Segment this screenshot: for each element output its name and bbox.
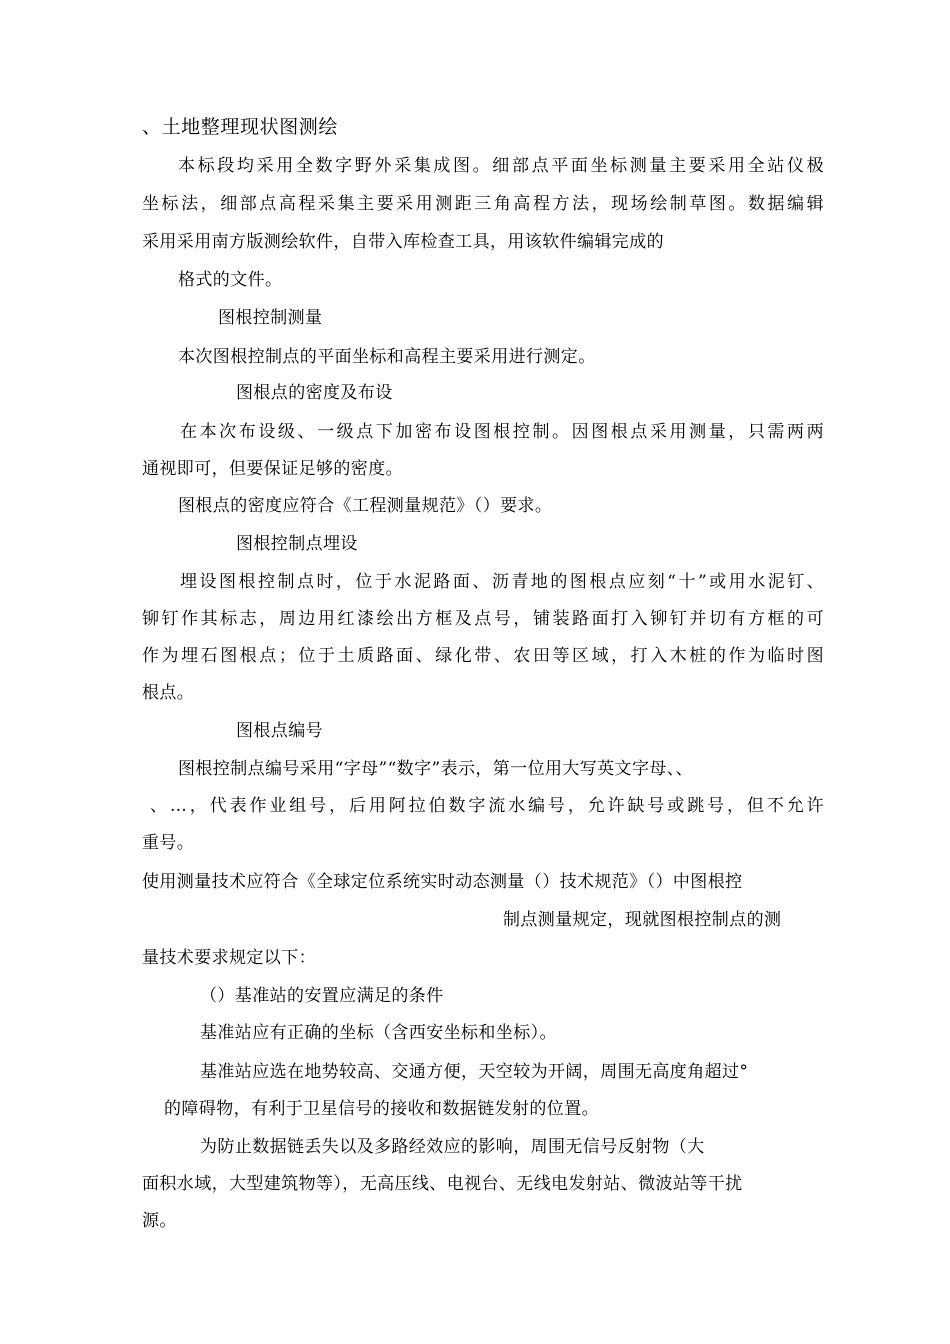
paragraph-line: 在本次布设级、一级点下加密布设图根控制。因图根点采用测量，只需两两 [180,422,824,442]
paragraph-line: 作为埋石图根点；位于土质路面、绿化带、农田等区域，打入木桩的作为临时图 [142,646,824,666]
paragraph-line: 本标段均采用全数字野外采集成图。细部点平面坐标测量主要采用全站仪极 [178,156,824,176]
paragraph-line: 埋设图根控制点时，位于水泥路面、沥青地的图根点应刻“十”或用水泥钉、 [180,572,824,592]
subheading: （）基准站的安置应满足的条件 [200,986,444,1006]
paragraph-line: 重号。 [142,833,195,853]
section-title: 、土地整理现状图测绘 [142,116,339,138]
paragraph-line: 图根点的密度应符合《工程测量规范》（）要求。 [178,496,553,516]
paragraph-line: 量技术要求规定以下： [142,948,316,968]
subheading: 图根点的密度及布设 [236,383,393,403]
paragraph-line: 本次图根控制点的平面坐标和高程主要采用进行测定。 [178,347,596,367]
paragraph-line: 通视即可，但要保证足够的密度。 [142,459,403,479]
paragraph-line: 源。 [142,1211,177,1231]
subheading: 图根点编号 [236,721,323,741]
paragraph-line: 基准站应有正确的坐标（含西安坐标和坐标）。 [200,1023,557,1043]
paragraph-line: 使用测量技术应符合《全球定位系统实时动态测量（）技术规范》（）中图根控 [142,872,743,892]
paragraph-line: 根点。 [142,683,195,703]
paragraph-line: 采用采用南方版测绘软件，自带入库检查工具，用该软件编辑完成的 [142,232,664,252]
paragraph-line: 为防止数据链丢失以及多路经效应的影响，周围无信号反射物（大 [200,1137,705,1157]
subheading: 图根控制点埋设 [236,534,358,554]
paragraph-line: 坐标法，细部点高程采集主要采用测距三角高程方法，现场绘制草图。数据编辑 [142,194,824,214]
paragraph-line: 图根控制点编号采用“字母”“数字”表示，第一位用大写英文字母、、 [178,759,694,779]
paragraph-line: 面积水域，大型建筑物等），无高压线、电视台、无线电发射站、微波站等干扰 [142,1174,743,1194]
paragraph-line: 、…，代表作业组号，后用阿拉伯数字流水编号，允许缺号或跳号，但不允许 [150,796,824,816]
paragraph-line: 格式的文件。 [178,270,283,290]
paragraph-line: 基准站应选在地势较高、交通方便，天空较为开阔，周围无高度角超过° [200,1062,749,1082]
paragraph-line: 的障碍物，有利于卫星信号的接收和数据链发射的位置。 [164,1099,599,1119]
paragraph-line: 铆钉作其标志，周边用红漆绘出方框及点号，铺装路面打入铆钉并切有方框的可 [142,609,824,629]
paragraph-line: 制点测量规定，现就图根控制点的测 [503,910,782,930]
subheading: 图根控制测量 [218,308,323,328]
